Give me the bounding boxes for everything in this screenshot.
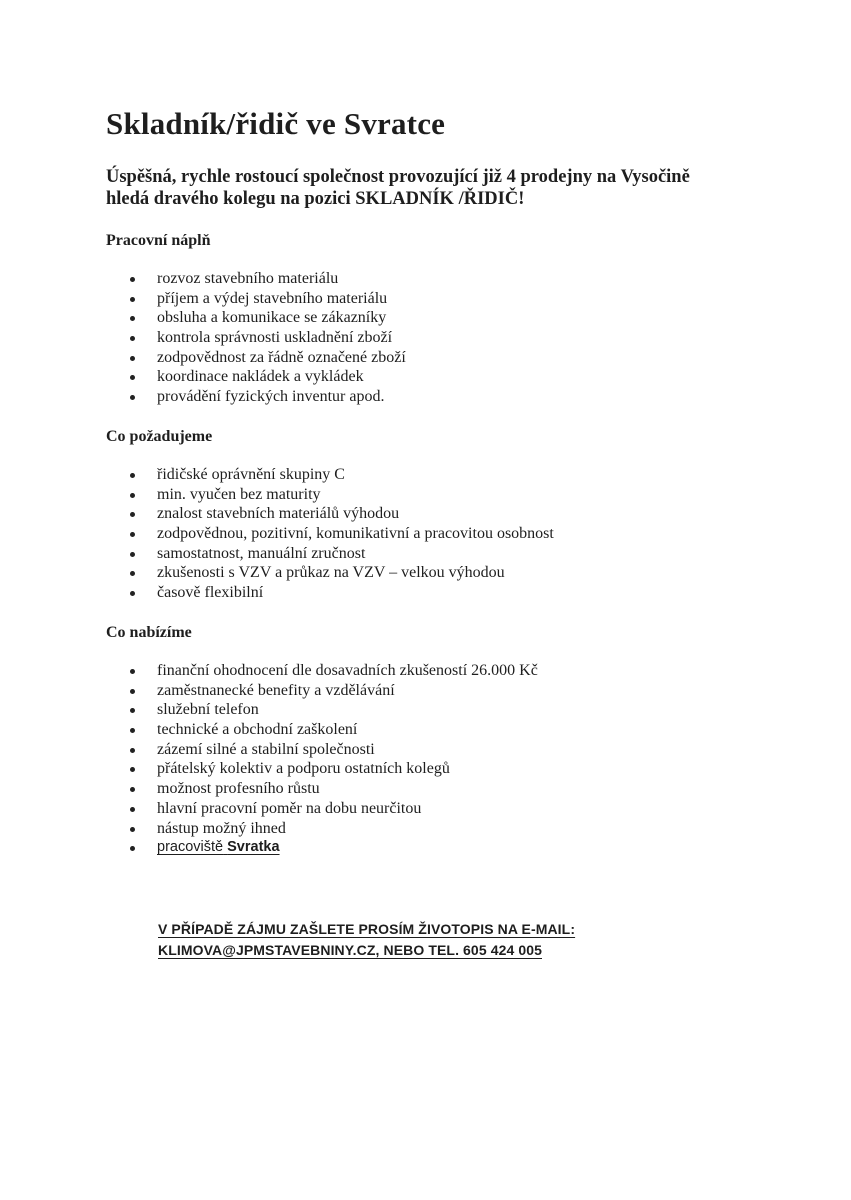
- bullet-icon: [130, 827, 135, 832]
- bullet-icon: [130, 807, 135, 812]
- document-title: Skladník/řidič ve Svratce: [106, 106, 446, 141]
- contact-block: [158, 919, 575, 961]
- bullet-icon: [130, 532, 135, 537]
- bullet-icon: [130, 277, 135, 282]
- bullet-icon: [130, 728, 135, 733]
- contact-line-1: V PŘÍPADĚ ZÁJMU ZAŠLETE PROSÍM ŽIVOTOPIS NA E-MAIL:: [158, 921, 576, 937]
- bullet-icon: [130, 297, 135, 302]
- bullet-icon: [130, 591, 135, 596]
- bullet-icon: [130, 395, 135, 400]
- workplace-city: Svratka: [227, 839, 280, 856]
- bullet-icon: [130, 552, 135, 557]
- bullet-icon: [130, 787, 135, 792]
- bullet-icon: [130, 336, 135, 341]
- section-heading-requirements: Co požadujeme: [106, 428, 213, 445]
- bullet-icon: [130, 767, 135, 772]
- workplace-label: pracoviště: [157, 839, 224, 856]
- bullet-icon: [130, 708, 135, 713]
- bullet-icon: [130, 571, 135, 576]
- bullet-icon: [130, 669, 135, 674]
- bullet-icon: [130, 473, 135, 478]
- bullet-icon: [130, 512, 135, 517]
- intro-line-1: Úspěšná, rychle rostoucí společnost provozující již 4 prodejny na Vysočině: [106, 167, 690, 187]
- bullet-icon: [130, 375, 135, 380]
- bullet-icon: [130, 846, 135, 851]
- contact-line-2: KLIMOVA@JPMSTAVEBNINY.CZ, NEBO TEL. 605 424 005: [158, 942, 542, 958]
- section-heading-duties: Pracovní náplň: [106, 232, 211, 249]
- bullet-icon: [130, 493, 135, 498]
- bullet-icon: [130, 356, 135, 361]
- bullet-icon: [130, 689, 135, 694]
- document-page: Skladník/řidič ve Svratce Úspěšná, rychle rostoucí společnost provozující již 4 prodejny na Vysočině hledá dravého kolegu na pozici SKLADNÍK /ŘIDIČ! Pracovní náplň rozvoz stavebního materiálu příjem a výdej stavebního materiálu obsluha a komunikace se zákazníky kontrola správnosti uskladnění zboží zodpovědnost za řádně označené zboží koordinace nakládek a vykládek provádění fyzických inventur apod. Co požadujeme řidičské oprávnění skupiny C min. vyučen bez maturity znalost stavebních materiálů výhodou zodpovědnou, pozitivní, komunikativní a pracovitou osobnost samostatnost, manuální zručnost zkušenosti s VZV a průkaz na VZV – velkou výhodou časově flexibilní Co nabízíme finanční ohodnocení dle dosavadních zkušeností 26.000 Kč zaměstnanecké benefity a vzdělávání služební telefon technické a obchodní zaškolení zázemí silné a stabilní společnosti přátelský kolektiv a podporu ostatních kolegů možnost profesního růstu hlavní pracovní poměr na dobu neurčitou nástup možný ihned pracoviště Svratka V PŘÍPADĚ ZÁJMU ZAŠLETE PROSÍM ŽIVOTOPIS NA E-MAIL: KLIMOVA@JPMSTAVEBNINY.CZ, NEBO TEL. 605 424 005: [0, 0, 851, 1200]
- bullet-icon: [130, 316, 135, 321]
- workplace-text: [157, 838, 280, 858]
- section-heading-offer: Co nabízíme: [106, 624, 192, 641]
- bullet-icon: [130, 748, 135, 753]
- intro-line-2: hledá dravého kolegu na pozici SKLADNÍK /ŘIDIČ!: [106, 189, 525, 209]
- intro-paragraph: [106, 166, 746, 210]
